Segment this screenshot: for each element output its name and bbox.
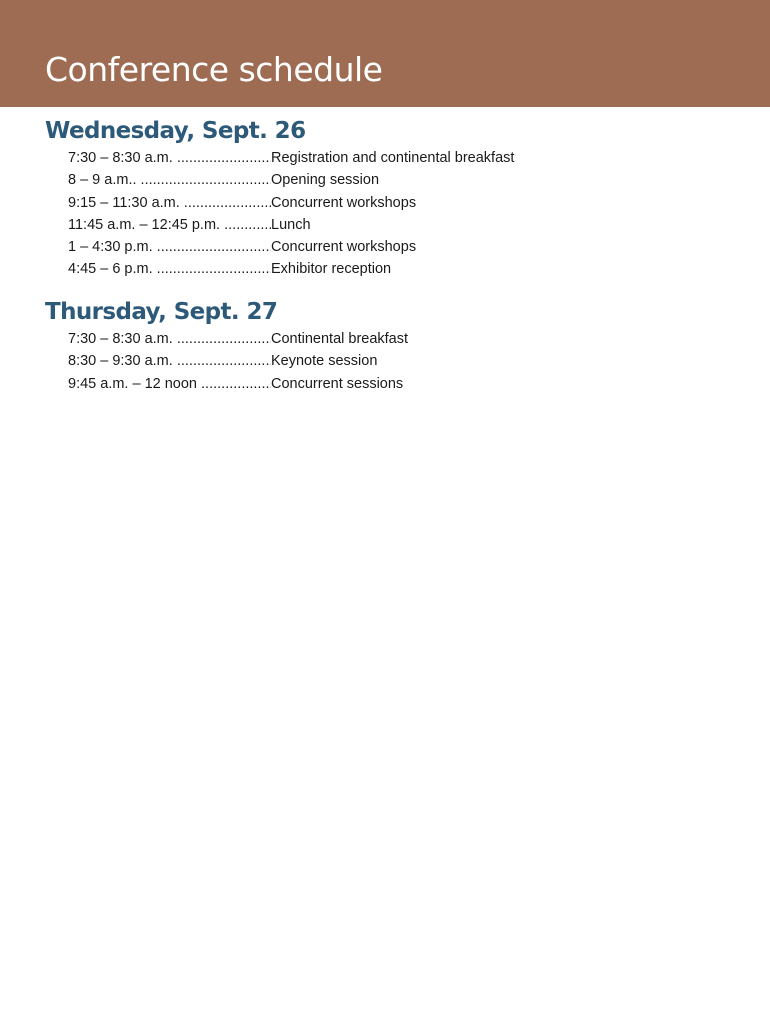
schedule-row [68,147,548,169]
session-time: 7:30 – 8:30 a.m. ..... [68,328,271,350]
session-time: 8:30 – 9:30 a.m. ..... [68,350,271,372]
session-time: 9:45 a.m. – 12 noon ..... [68,373,271,395]
session-name: Concurrent workshops [271,194,417,211]
schedule-row [68,192,548,214]
schedule-row [68,169,548,191]
session-time: 9:15 – 11:30 a.m. ..... [68,192,271,214]
schedule-list [68,147,548,281]
day-section-wednesday [45,115,548,281]
schedule-row [68,350,548,372]
title-banner [0,0,770,107]
session-name: Concurrent workshops [271,239,417,256]
session-time: 11:45 a.m. – 12:45 p.m. ..... [68,214,271,236]
session-name: Continental breakfast [271,331,409,347]
session-name: Concurrent sessions [271,375,404,392]
schedule-row [68,214,548,236]
session-name: Exhibitor reception [271,261,392,278]
schedule-row [68,328,548,350]
day-heading: Thursday, Sept. 27 [45,299,278,325]
session-time: 8 – 9 a.m.. ..... [68,169,271,191]
day-heading: Wednesday, Sept. 26 [45,118,306,144]
session-time: 4:45 – 6 p.m. ..... [68,258,271,280]
session-name: Lunch [271,216,311,233]
session-time: 1 – 4:30 p.m. ..... [68,236,271,258]
session-time: 7:30 – 8:30 a.m. ..... [68,147,271,169]
schedule-row [68,236,548,258]
session-name: Keynote session [271,353,378,370]
session-name: Registration and continental breakfast [271,150,515,166]
schedule-row [68,258,548,280]
session-name: Opening session [271,172,380,189]
day-section-thursday [45,296,548,395]
schedule-list [68,328,548,395]
schedule-row [68,373,548,395]
page-title: Conference schedule [45,50,383,89]
